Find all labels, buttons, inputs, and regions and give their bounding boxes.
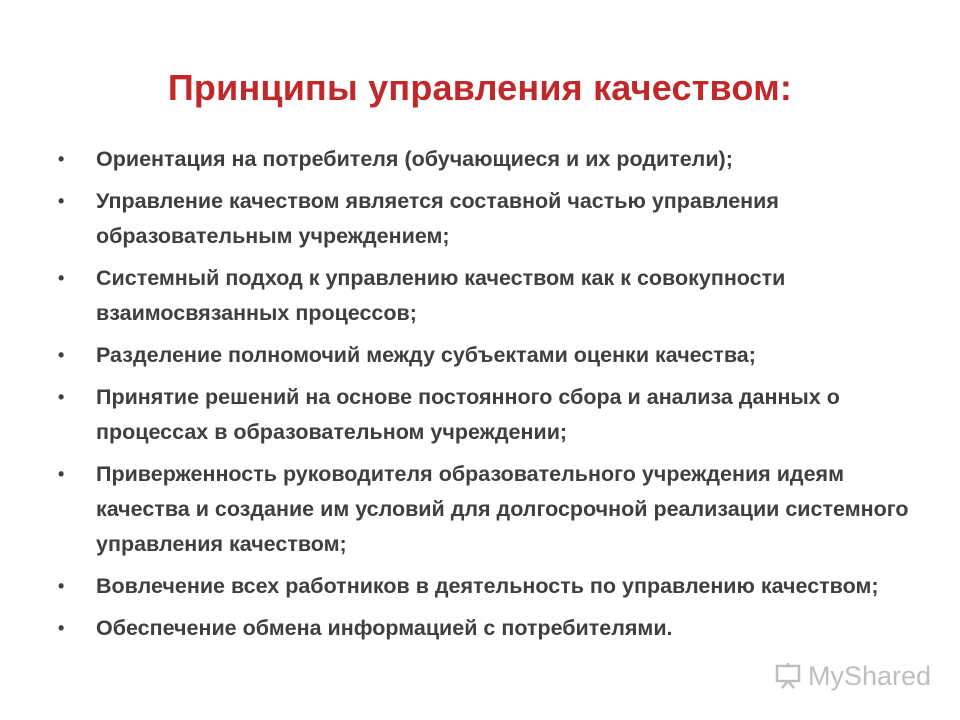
- bullet-icon: •: [58, 387, 65, 407]
- bullet-icon: •: [58, 618, 65, 638]
- list-item: [56, 457, 936, 562]
- list-item-text: Вовлечение всех работников в деятельность по управлению качеством;: [96, 574, 879, 598]
- list-item: [56, 611, 936, 646]
- list-item-text: Принятие решений на основе постоянного сбора и анализа данных о процессах в образовательном учреждении;: [96, 385, 840, 444]
- list-item-text: Обеспечение обмена информацией с потребителями.: [96, 616, 673, 640]
- list-item: [56, 380, 936, 450]
- bullet-icon: •: [58, 576, 65, 596]
- bullet-icon: •: [58, 149, 65, 169]
- list-item: [56, 142, 936, 177]
- slide-title: Принципы управления качеством:: [167, 67, 793, 108]
- list-item: [56, 184, 936, 254]
- bullet-icon: •: [58, 464, 65, 484]
- watermark-text: MyShared: [808, 660, 932, 691]
- bullet-icon: •: [58, 345, 65, 365]
- principles-list: [56, 142, 936, 653]
- list-item-text: Управление качеством является составной частью управления образовательным учреждением;: [96, 189, 779, 248]
- bullet-icon: •: [58, 191, 65, 211]
- presentation-board-icon: [774, 662, 802, 690]
- list-item: [56, 338, 936, 373]
- bullet-icon: •: [58, 268, 65, 288]
- list-item: [56, 569, 936, 604]
- list-item-text: Ориентация на потребителя (обучающиеся и их родители);: [96, 147, 733, 171]
- list-item: [56, 261, 936, 331]
- list-item-text: Приверженность руководителя образовательного учреждения идеям качества и создание им условий для долгосрочной реализации системного управления качеством;: [96, 462, 909, 556]
- list-item-text: Системный подход к управлению качеством как к совокупности взаимосвязанных процессов;: [96, 266, 786, 325]
- list-item-text: Разделение полномочий между субъектами оценки качества;: [96, 343, 756, 367]
- myshared-watermark[interactable]: [770, 658, 937, 694]
